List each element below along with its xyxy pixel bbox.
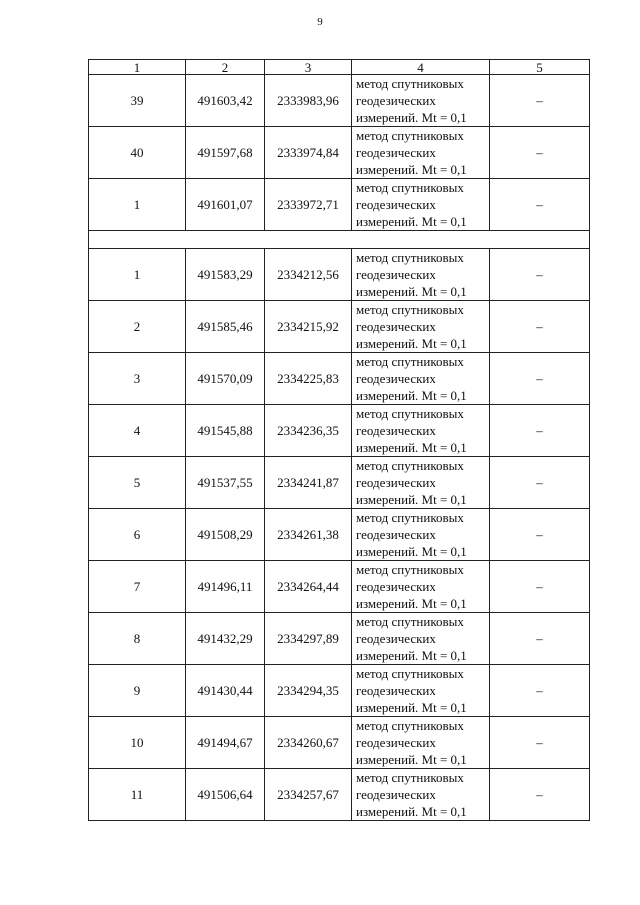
y-coordinate-cell: 2334260,67 — [265, 717, 352, 769]
method-cell — [352, 127, 490, 179]
method-line: измерений. Mt = 0,1 — [356, 162, 467, 177]
y-coordinate-cell: 2334264,44 — [265, 561, 352, 613]
point-number-cell: 3 — [89, 353, 186, 405]
x-coordinate-cell: 491585,46 — [186, 301, 265, 353]
method-line: метод спутниковых — [356, 562, 464, 577]
y-coordinate-cell: 2333974,84 — [265, 127, 352, 179]
method-cell — [352, 665, 490, 717]
method-line: метод спутниковых — [356, 510, 464, 525]
method-cell — [352, 509, 490, 561]
method-line: метод спутниковых — [356, 666, 464, 681]
note-cell: – — [490, 509, 590, 561]
method-line: метод спутниковых — [356, 458, 464, 473]
method-line: метод спутниковых — [356, 614, 464, 629]
method-line: геодезических — [356, 371, 436, 386]
header-row — [89, 60, 590, 75]
x-coordinate-cell: 491570,09 — [186, 353, 265, 405]
method-line: метод спутниковых — [356, 302, 464, 317]
method-line: измерений. Mt = 0,1 — [356, 700, 467, 715]
note-cell: – — [490, 613, 590, 665]
page-number: 9 — [317, 16, 323, 28]
table-row — [89, 179, 590, 231]
point-number-cell: 5 — [89, 457, 186, 509]
method-cell — [352, 249, 490, 301]
note-cell: – — [490, 249, 590, 301]
note-cell: – — [490, 75, 590, 127]
table-row — [89, 717, 590, 769]
method-cell — [352, 561, 490, 613]
method-line: измерений. Mt = 0,1 — [356, 284, 467, 299]
method-cell — [352, 353, 490, 405]
method-line: метод спутниковых — [356, 180, 464, 195]
method-cell — [352, 769, 490, 821]
method-cell — [352, 717, 490, 769]
x-coordinate-cell: 491432,29 — [186, 613, 265, 665]
x-coordinate-cell: 491597,68 — [186, 127, 265, 179]
x-coordinate-cell: 491506,64 — [186, 769, 265, 821]
method-line: измерений. Mt = 0,1 — [356, 214, 467, 229]
table-row — [89, 561, 590, 613]
note-cell: – — [490, 301, 590, 353]
method-line: измерений. Mt = 0,1 — [356, 336, 467, 351]
x-coordinate-cell: 491508,29 — [186, 509, 265, 561]
y-coordinate-cell: 2334215,92 — [265, 301, 352, 353]
coordinates-table-body — [89, 60, 590, 821]
x-coordinate-cell: 491430,44 — [186, 665, 265, 717]
method-line: измерений. Mt = 0,1 — [356, 388, 467, 403]
header-cell-3: 3 — [265, 60, 352, 75]
header-cell-1: 1 — [89, 60, 186, 75]
note-cell: – — [490, 769, 590, 821]
method-cell — [352, 301, 490, 353]
point-number-cell: 40 — [89, 127, 186, 179]
method-line: геодезических — [356, 145, 436, 160]
method-line: измерений. Mt = 0,1 — [356, 648, 467, 663]
point-number-cell: 1 — [89, 249, 186, 301]
method-cell — [352, 613, 490, 665]
header-cell-5: 5 — [490, 60, 590, 75]
group-separator-cell — [89, 231, 590, 249]
group-separator-row — [89, 231, 590, 249]
x-coordinate-cell: 491494,67 — [186, 717, 265, 769]
coordinates-table — [88, 59, 590, 821]
point-number-cell: 11 — [89, 769, 186, 821]
y-coordinate-cell: 2334236,35 — [265, 405, 352, 457]
method-line: геодезических — [356, 631, 436, 646]
note-cell: – — [490, 665, 590, 717]
point-number-cell: 2 — [89, 301, 186, 353]
y-coordinate-cell: 2334257,67 — [265, 769, 352, 821]
x-coordinate-cell: 491603,42 — [186, 75, 265, 127]
method-line: измерений. Mt = 0,1 — [356, 110, 467, 125]
table-row — [89, 769, 590, 821]
note-cell: – — [490, 457, 590, 509]
point-number-cell: 39 — [89, 75, 186, 127]
point-number-cell: 10 — [89, 717, 186, 769]
method-line: геодезических — [356, 267, 436, 282]
table-row — [89, 127, 590, 179]
note-cell: – — [490, 353, 590, 405]
table-row — [89, 613, 590, 665]
method-cell — [352, 405, 490, 457]
x-coordinate-cell: 491601,07 — [186, 179, 265, 231]
y-coordinate-cell: 2334261,38 — [265, 509, 352, 561]
method-line: геодезических — [356, 735, 436, 750]
note-cell: – — [490, 561, 590, 613]
method-line: геодезических — [356, 93, 436, 108]
table-row — [89, 301, 590, 353]
method-line: измерений. Mt = 0,1 — [356, 440, 467, 455]
method-line: метод спутниковых — [356, 76, 464, 91]
method-line: геодезических — [356, 683, 436, 698]
note-cell: – — [490, 127, 590, 179]
header-cell-4: 4 — [352, 60, 490, 75]
x-coordinate-cell: 491583,29 — [186, 249, 265, 301]
table-row — [89, 405, 590, 457]
note-cell: – — [490, 717, 590, 769]
method-line: геодезических — [356, 787, 436, 802]
y-coordinate-cell: 2333983,96 — [265, 75, 352, 127]
y-coordinate-cell: 2334294,35 — [265, 665, 352, 717]
method-cell — [352, 457, 490, 509]
note-cell: – — [490, 405, 590, 457]
x-coordinate-cell: 491537,55 — [186, 457, 265, 509]
method-cell — [352, 75, 490, 127]
table-row — [89, 353, 590, 405]
method-line: геодезических — [356, 319, 436, 334]
method-line: метод спутниковых — [356, 770, 464, 785]
method-line: геодезических — [356, 579, 436, 594]
method-line: метод спутниковых — [356, 128, 464, 143]
x-coordinate-cell: 491545,88 — [186, 405, 265, 457]
y-coordinate-cell: 2334225,83 — [265, 353, 352, 405]
table-row — [89, 249, 590, 301]
method-line: геодезических — [356, 423, 436, 438]
table-row — [89, 457, 590, 509]
method-cell — [352, 179, 490, 231]
method-line: измерений. Mt = 0,1 — [356, 804, 467, 819]
table-row — [89, 509, 590, 561]
point-number-cell: 8 — [89, 613, 186, 665]
point-number-cell: 1 — [89, 179, 186, 231]
method-line: геодезических — [356, 197, 436, 212]
x-coordinate-cell: 491496,11 — [186, 561, 265, 613]
method-line: геодезических — [356, 527, 436, 542]
point-number-cell: 9 — [89, 665, 186, 717]
table-row — [89, 665, 590, 717]
method-line: геодезических — [356, 475, 436, 490]
note-cell: – — [490, 179, 590, 231]
method-line: метод спутниковых — [356, 354, 464, 369]
table-row — [89, 75, 590, 127]
method-line: измерений. Mt = 0,1 — [356, 492, 467, 507]
y-coordinate-cell: 2334241,87 — [265, 457, 352, 509]
y-coordinate-cell: 2334297,89 — [265, 613, 352, 665]
method-line: измерений. Mt = 0,1 — [356, 752, 467, 767]
y-coordinate-cell: 2333972,71 — [265, 179, 352, 231]
method-line: измерений. Mt = 0,1 — [356, 544, 467, 559]
method-line: метод спутниковых — [356, 250, 464, 265]
method-line: метод спутниковых — [356, 406, 464, 421]
point-number-cell: 4 — [89, 405, 186, 457]
header-cell-2: 2 — [186, 60, 265, 75]
method-line: измерений. Mt = 0,1 — [356, 596, 467, 611]
point-number-cell: 6 — [89, 509, 186, 561]
method-line: метод спутниковых — [356, 718, 464, 733]
point-number-cell: 7 — [89, 561, 186, 613]
y-coordinate-cell: 2334212,56 — [265, 249, 352, 301]
